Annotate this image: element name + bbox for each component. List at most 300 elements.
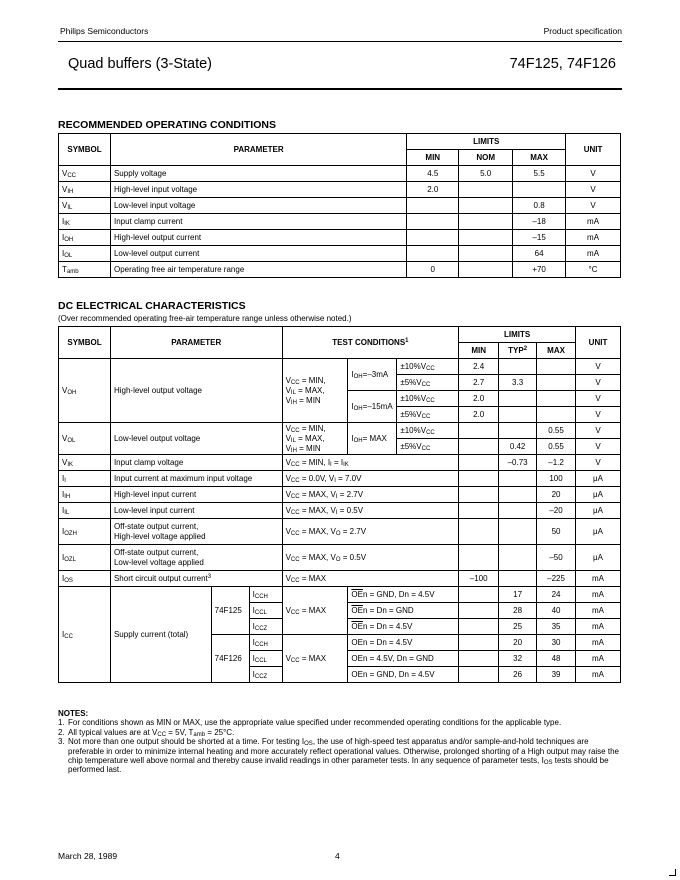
cond-cell [282,455,459,471]
max-cell: 0.8 [513,198,566,214]
symbol-cell [59,587,111,683]
nom-cell [459,246,513,262]
cond-sub: CC [290,609,300,616]
dc-col-min: MIN [459,343,499,359]
roc-col-min: MIN [407,150,459,166]
voh-ioh-3ma [348,359,397,391]
typ-cell: 28 [499,603,537,619]
symbol-letter: I [252,653,255,663]
page-number: 4 [335,851,340,861]
cond-text: n = GND, Dn = 4.5V [362,589,435,599]
cond-text: = MAX, V [299,552,336,562]
symbol-sub: OL [64,252,73,259]
symbol-letter: V [62,433,68,443]
cond-text: V [285,423,291,433]
table-row [59,545,621,571]
cond-text: = 2.7V [337,489,364,499]
unit-cell: V [566,182,621,198]
cond-cell [282,503,459,519]
symbol-letter: I [62,573,65,583]
ios-parameter [110,571,282,587]
symbol-letter: I [252,637,255,647]
cond-text: = MIN, I [299,457,331,467]
notes [58,709,621,775]
unit-cell: °C [566,262,621,278]
roc-col-symbol: SYMBOL [59,134,111,166]
unit-cell: μA [576,471,621,487]
max-cell: 100 [537,471,576,487]
cond-sub: CC [290,379,300,386]
cond-text: V [285,395,291,405]
dc-subheading: (Over recommended operating free-air temperature range unless otherwise noted.) [58,314,352,323]
param-cell [110,545,282,571]
typ-cell: 17 [499,587,537,603]
min-cell [407,246,459,262]
ios-symbol [59,571,111,587]
param-cell: Input clamp voltage [110,455,282,471]
note-sub: CC [157,731,167,738]
table-row [59,455,621,471]
max-cell: 30 [537,635,576,651]
symbol-cell [59,182,111,198]
symbol-letter: I [252,621,255,631]
cond-sub: CC [290,461,300,468]
symbol-letter: I [62,505,65,515]
cond-text: = 2.7V [340,526,367,536]
cond-text: = MIN [296,443,321,453]
cond-text: = MAX [299,653,327,663]
cond-text: ±5%V [400,377,422,387]
symbol-sub: IK [67,461,74,468]
cond-text: V [285,552,291,562]
note-sub: OS [304,741,313,748]
symbol-sub: I [64,477,66,484]
cond-text: = MAX [362,433,387,443]
note-part: Not more than one output should be shorted at a time. For testing I [68,737,305,747]
voh-r2-unit: V [576,375,621,391]
symbol-letter: I [62,552,65,562]
roc-col-max: MAX [513,150,566,166]
param-text: Short circuit output current [113,573,208,583]
note-sub: amb [193,731,206,738]
note-text [68,728,234,737]
symbol-cell [59,230,111,246]
typ-cell [499,487,537,503]
cond-text: = MAX [299,573,327,583]
symbol-sub: IL [67,204,73,211]
table-row [59,503,621,519]
symbol-letter: V [62,184,68,194]
cond-sub: OH [353,373,363,380]
cond-sub: CC [290,509,300,516]
voh-r1-max [537,359,576,375]
dc-col-typ [499,343,537,359]
cond-text: V [285,443,291,453]
vol-r1-unit: V [576,423,621,439]
min-cell [459,487,499,503]
param-cell: Input current at maximum input voltage [110,471,282,487]
typ-cell: 25 [499,619,537,635]
max-cell: 50 [537,519,576,545]
typ-cell: –0.73 [499,455,537,471]
symbol-letter: T [62,264,67,274]
table-row [59,571,621,587]
cond-text: n = Dn = 4.5V [362,621,413,631]
nom-cell [459,214,513,230]
dc-col-typ-sup: 2 [523,345,528,352]
voh-ioh-15ma [348,391,397,423]
roc-col-limits: LIMITS [407,134,566,150]
cond-sub: CC [290,477,300,484]
symbol-cell [59,198,111,214]
unit-cell: μA [576,503,621,519]
symbol-sub: OH [67,389,77,396]
voh-r3-unit: V [576,391,621,407]
vol-r2-max: 0.55 [537,439,576,455]
dc-col-symbol: SYMBOL [59,327,111,359]
table-row [59,182,621,198]
table-row [59,423,621,439]
cond-sub: OH [353,437,363,444]
part-numbers: 74F125, 74F126 [509,56,616,72]
cond-text: V [285,573,291,583]
roc-heading: RECOMMENDED OPERATING CONDITIONS [58,119,276,131]
min-cell [459,651,499,667]
dc-heading: DC ELECTRICAL CHARACTERISTICS [58,300,246,312]
symbol-cell [59,166,111,182]
table-row [59,246,621,262]
symbol-sub: amb [66,268,79,275]
header-rule [58,41,622,42]
param-cell: Supply voltage [110,166,406,182]
dc-header-row [59,327,621,343]
cond-cell [282,471,459,487]
cond-text: V [285,489,291,499]
cond-sub: I [335,509,338,516]
vol-r1-max: 0.55 [537,423,576,439]
min-cell [459,545,499,571]
symbol-letter: V [62,168,68,178]
dc-icc-body [59,587,621,683]
symbol-letter: I [252,589,255,599]
cond-text: n = Dn = 4.5V [362,637,413,647]
cond-text: = I [331,457,344,467]
table-row [59,471,621,487]
dc-table [58,326,621,683]
cond-text: V [285,433,291,443]
cond-text: = MIN [296,395,321,405]
max-cell: +70 [513,262,566,278]
min-cell: 2.0 [407,182,459,198]
symbol-sub: OS [64,577,73,584]
param-cell: Operating free air temperature range [110,262,406,278]
unit-cell: mA [576,603,621,619]
symbol-sub: OZL [64,556,76,563]
symbol-cell [59,455,111,471]
note-text: For conditions shown as MIN or MAX, use the appropriate value specified under recommended operating conditions for the applicable type. [68,718,562,728]
vol-iol [348,423,397,455]
cond-text: I [351,401,354,411]
param-line: Off-state output current, [113,547,199,557]
symbol-letter: I [62,232,65,242]
cond-text: = 0.5V [337,505,364,515]
note-part: All typical values are at V [68,727,158,737]
icc-conditions [282,587,348,635]
cond-sub: IL [290,389,296,396]
max-cell: –18 [513,214,566,230]
dc-ioz-body [59,519,621,571]
dc-col-parameter: PARAMETER [110,327,282,359]
voh-r3-min: 2.0 [459,391,499,407]
param-line: High-level voltage applied [113,531,206,541]
company-name: Philips Semiconductors [60,26,149,36]
unit-cell: μA [576,545,621,571]
nom-cell [459,262,513,278]
unit-cell: mA [566,230,621,246]
icc-conditions [282,635,348,683]
note-number: 3. [58,737,65,747]
cond-sub: IK [343,461,349,468]
cond-sub: CC [290,577,300,584]
unit-cell: V [566,166,621,182]
param-line: Low-level voltage applied [113,557,204,567]
symbol-letter: I [252,669,255,679]
cond-sub: CC [421,413,431,420]
vol-r2-unit: V [576,439,621,455]
voh-parameter: High-level output voltage [110,359,282,423]
symbol-letter: V [62,385,68,395]
oe-signal: OE [351,637,363,647]
cond-sub: CC [426,365,435,372]
max-cell: 39 [537,667,576,683]
table-row [59,214,621,230]
icc-oe-condition [348,603,459,619]
cond-sub: CC [421,445,431,452]
typ-cell: 26 [499,667,537,683]
oe-signal: OE [351,669,363,679]
min-cell [459,619,499,635]
cond-text: n = 4.5V, Dn = GND [362,653,434,663]
symbol-cell [59,471,111,487]
vol-r2-min [459,439,499,455]
nom-cell [459,198,513,214]
param-cell: Low-level output current [110,246,406,262]
unit-cell: mA [576,651,621,667]
min-cell: 0 [407,262,459,278]
cond-text: = 7.0V [335,473,362,483]
oe-signal: $\overline{OE}$ [351,589,363,599]
cond-sub: IL [290,437,296,444]
cond-line [286,444,345,454]
icc-oe-condition [348,619,459,635]
note-1 [58,718,621,727]
dc-col-test-sup: 1 [405,337,409,344]
vol-r2-typ: 0.42 [499,439,537,455]
corner-mark [669,869,676,876]
min-cell [459,635,499,651]
min-cell [459,503,499,519]
min-cell [407,198,459,214]
note-part: = 5V, T [166,727,194,737]
min-cell [459,519,499,545]
oe-signal: OE [351,653,363,663]
cond-text: n = GND, Dn = 4.5V [362,669,435,679]
vol-r1-min [459,423,499,439]
table-row [59,487,621,503]
cond-text: ±5%V [400,441,422,451]
max-cell: –15 [513,230,566,246]
cond-text: V [285,473,291,483]
cond-text: n = Dn = GND [362,605,414,615]
nom-cell: 5.0 [459,166,513,182]
cond-text: = MAX [299,605,327,615]
voh-r4-min: 2.0 [459,407,499,423]
symbol-sub: CCH [254,641,268,648]
table-row [59,166,621,182]
cond-text: I [351,433,354,443]
cond-text: I [351,369,354,379]
title-rule [58,88,622,90]
note-sub: OS [543,760,553,767]
symbol-letter: I [62,526,65,536]
cond-sub: IH [290,447,297,454]
cond-sub: I [335,493,338,500]
symbol-letter: V [62,457,68,467]
roc-header-row [59,134,621,150]
min-cell [459,667,499,683]
symbol-sub: CC [64,633,73,640]
symbol-sub: OZH [64,530,77,537]
cond-text: = MAX, [295,385,325,395]
table-row [59,359,621,375]
param-cell: Input clamp current [110,214,406,230]
icc-sub-symbol [249,667,282,683]
icc-part: 74F126 [211,635,249,683]
cond-line [286,376,345,386]
table-row [59,519,621,545]
symbol-letter: I [62,248,65,258]
symbol-sub: CCL [254,609,267,616]
max-cell: 24 [537,587,576,603]
cond-text: =–15mA [362,401,393,411]
ios-min: –100 [459,571,499,587]
icc-oe-condition [348,651,459,667]
unit-cell: mA [576,619,621,635]
spec-type: Product specification [543,26,622,36]
symbol-cell [59,246,111,262]
symbol-sub: CCZ [254,625,268,632]
icc-sub-symbol [249,635,282,651]
cond-text: = MIN, [299,375,326,385]
cond-text: ±10%V [400,425,427,435]
cond-sub: CC [421,381,431,388]
min-cell [459,455,499,471]
symbol-sub: IK [64,220,70,227]
cond-line [286,396,345,406]
voh-r1-unit: V [576,359,621,375]
dc-col-unit: UNIT [576,327,621,359]
cond-text: V [285,505,291,515]
unit-cell: μA [576,487,621,503]
note-part: , the use of high-speed test apparatus and/or sample-and-hold techniques are preferable in order to minimize internal heating and more accurately reflect operational values. Otherwise, prolonged shorting of a High output may raise the chip temperature well above normal and thereby cause invalid readings in other parameter tests. In any sequence of parameter tests, I [68,737,619,766]
min-cell: 4.5 [407,166,459,182]
unit-cell: mA [566,214,621,230]
param-cell: High-level input current [110,487,282,503]
nom-cell [459,230,513,246]
unit-cell: mA [576,587,621,603]
voh-r2-vcc [397,375,459,391]
cond-sub: CC [290,493,300,500]
table-row [59,198,621,214]
typ-cell: 20 [499,635,537,651]
vol-conditions [282,423,348,455]
voh-r1-vcc [397,359,459,375]
symbol-letter: I [62,473,65,483]
cond-sub: CC [426,397,435,404]
min-cell [407,230,459,246]
voh-r1-min: 2.4 [459,359,499,375]
cond-sub: CC [290,657,300,664]
roc-col-nom: NOM [459,150,513,166]
cond-cell [282,519,459,545]
note-3 [58,737,621,775]
symbol-sub: CCZ [254,673,268,680]
cond-text: =–3mA [362,369,389,379]
cond-text: V [285,457,291,467]
cond-text: ±10%V [400,361,427,371]
icc-sub-symbol [249,603,282,619]
typ-cell: 32 [499,651,537,667]
vol-r1-vcc [397,423,459,439]
symbol-letter: I [62,629,65,639]
cond-line [286,424,345,434]
symbol-sub: IL [64,509,70,516]
symbol-sub: IH [64,493,71,500]
param-cell [110,519,282,545]
max-cell: 5.5 [513,166,566,182]
note-text [68,737,621,775]
cond-sub: CC [290,556,300,563]
vol-r2-vcc [397,439,459,455]
icc-part: 74F125 [211,587,249,635]
symbol-sub: OH [64,236,74,243]
dc-col-test [282,327,459,359]
cond-text: V [285,385,291,395]
voh-symbol [59,359,111,423]
vol-r1-typ [499,423,537,439]
cond-sub: I [334,477,336,484]
cond-text: ±5%V [400,409,422,419]
typ-cell [499,471,537,487]
voh-r4-unit: V [576,407,621,423]
roc-col-unit: UNIT [566,134,621,166]
cond-text: ±10%V [400,393,427,403]
voh-r2-max [537,375,576,391]
ios-typ [499,571,537,587]
icc-sub-symbol [249,619,282,635]
max-cell: –20 [537,503,576,519]
icc-sub-symbol [249,587,282,603]
unit-cell: mA [576,667,621,683]
note-part: = 25°C. [205,727,235,737]
voh-r1-typ [499,359,537,375]
note-part: tests should be performed last. [68,756,609,775]
unit-cell: μA [576,519,621,545]
voh-r3-max [537,391,576,407]
param-line: Off-state output current, [113,521,199,531]
cond-line [286,434,345,444]
roc-table [58,133,621,278]
